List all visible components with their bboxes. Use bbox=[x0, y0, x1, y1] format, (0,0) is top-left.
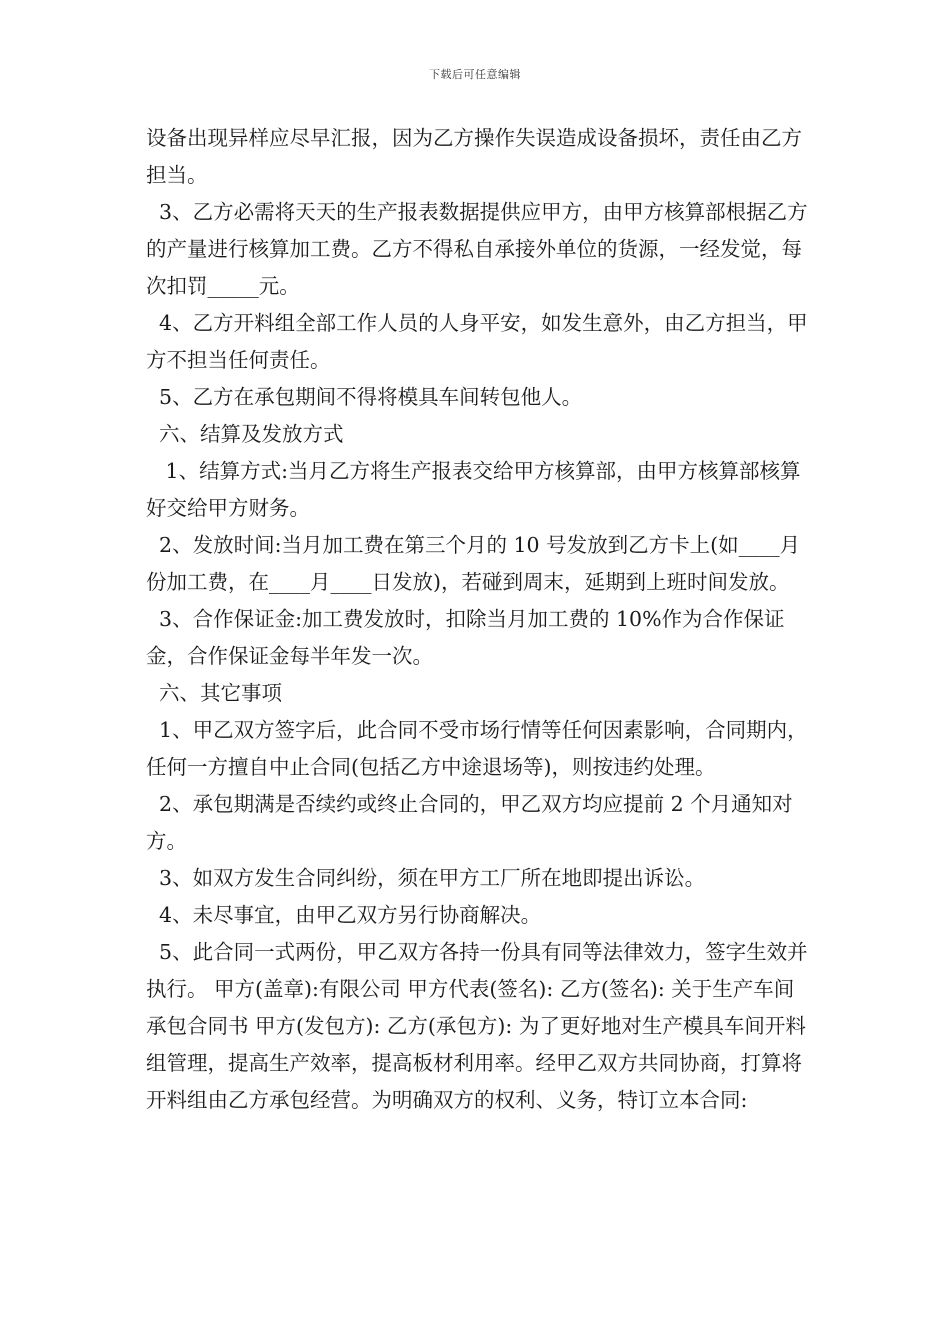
page-header: 下载后可任意编辑 bbox=[429, 68, 521, 81]
section-heading: 六、其它事项 bbox=[146, 681, 283, 705]
paragraph: 1、甲乙双方签字后，此合同不受市场行情等任何因素影响，合同期内，任何一方擅自中止合同(包括乙方中途退场等)，则按违约处理。 bbox=[146, 718, 808, 779]
paragraph: 3、如双方发生合同纠纷，须在甲方工厂所在地即提出诉讼。 bbox=[146, 866, 706, 890]
paragraph: 1、结算方式:当月乙方将生产报表交给甲方核算部，由甲方核算部核算好交给甲方财务。 bbox=[146, 459, 801, 520]
document-body bbox=[146, 120, 814, 1119]
paragraph: 2、发放时间:当月加工费在第三个月的 10 号发放到乙方卡上(如____月份加工费，在____月____日发放)，若碰到周末，延期到上班时间发放。 bbox=[146, 533, 801, 594]
paragraph: 5、乙方在承包期间不得将模具车间转包他人。 bbox=[146, 385, 583, 409]
paragraph: 设备出现异样应尽早汇报，因为乙方操作失误造成设备损坏，责任由乙方担当。 bbox=[146, 126, 802, 187]
paragraph: 3、乙方必需将天天的生产报表数据提供应甲方，由甲方核算部根据乙方的产量进行核算加工费。乙方不得私自承接外单位的货源，一经发觉，每次扣罚_____元。 bbox=[146, 200, 808, 298]
section-heading: 六、结算及发放方式 bbox=[146, 422, 344, 446]
paragraph: 4、乙方开料组全部工作人员的人身平安，如发生意外，由乙方担当，甲方不担当任何责任。 bbox=[146, 311, 808, 372]
paragraph: 2、承包期满是否续约或终止合同的，甲乙双方均应提前 2 个月通知对方。 bbox=[146, 792, 793, 853]
paragraph: 5、此合同一式两份，甲乙双方各持一份具有同等法律效力，签字生效并执行。 甲方(盖章):有限公司 甲方代表(签名): 乙方(签名): 关于生产车间承包合同书 甲方(发包方): 乙方(承包方): 为了更好地对生产模具车间开料组管理，提高生产效率，提高板材利用率。经甲乙双方共同协商，打算将开料组由乙方承包经营。为明确双方的权利、义务，特订立本合同: bbox=[146, 940, 808, 1112]
paragraph: 4、未尽事宜，由甲乙双方另行协商解决。 bbox=[146, 903, 542, 927]
paragraph: 3、合作保证金:加工费发放时，扣除当月加工费的 10%作为合作保证金，合作保证金每半年发一次。 bbox=[146, 607, 785, 668]
